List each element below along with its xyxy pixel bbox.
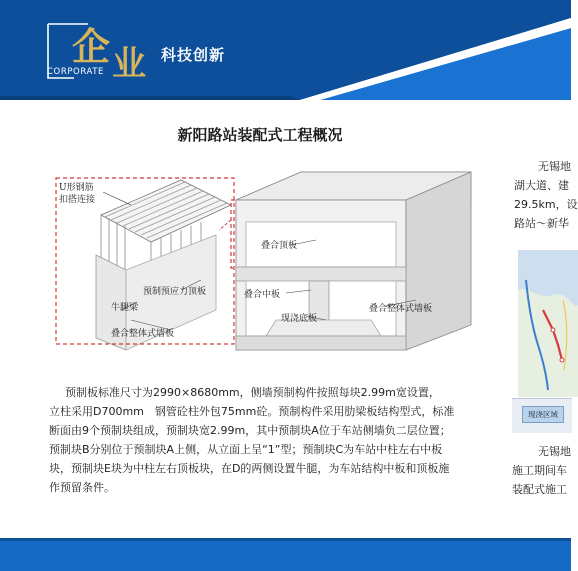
header-banner [0, 0, 571, 100]
right-line-6: 施工期间车 [512, 464, 567, 477]
right-line-3: 29.5km，设 [514, 198, 578, 211]
page-title: 新阳路站装配式工程概况 [177, 126, 343, 144]
right-line-4: 路站～新华 [514, 217, 569, 230]
station-structure-figure [41, 160, 471, 375]
logo-char-2: 业 [112, 44, 146, 84]
right-line-2: 湖大道、建 [514, 179, 569, 192]
header-subtitle: 科技创新 [161, 46, 226, 64]
station-box-drawing [236, 172, 471, 350]
para-line-1: 预制板标准尺寸为2990×8680mm，侧墙预制构件按照每块2.99m宽设置， [65, 386, 440, 399]
right-column [512, 0, 578, 571]
corporate-text: CORPORATE [47, 67, 105, 77]
label-bottom-slab: 现浇底板 [281, 314, 318, 324]
right-line-1: 无锡地 [538, 160, 571, 173]
para-line-3: 断面由9个预制块组成，预制块宽2.99m，其中预制块A位于车站侧墙负二层位置； [49, 424, 451, 437]
route-map-image [518, 250, 578, 397]
para-line-2: 立柱采用D700mm 钢管砼柱外包75mm砼。预制构件采用肋梁板结构型式，标准 [49, 405, 455, 418]
body-paragraph [49, 383, 475, 497]
para-line-6: 作预留条件。 [49, 481, 115, 494]
label-precast-top: 预制预应力顶板 [143, 287, 207, 297]
label-wall-right: 叠合整体式墙板 [369, 304, 433, 314]
legend-cast-in-place: 现浇区域 [522, 406, 564, 423]
footer-bar [0, 538, 571, 571]
map-legend [512, 398, 572, 433]
right-line-7: 装配式施工 [512, 483, 567, 496]
para-line-5: 块，预制块E块为中柱左右顶板块，在D的两侧设置牛腿，为车站结构中板和顶板施 [49, 462, 450, 475]
rebar-cage-drawing [96, 180, 231, 350]
label-u-rebar-2: 扣搭连接 [59, 195, 96, 205]
right-line-5: 无锡地 [538, 445, 571, 458]
label-wall-left: 叠合整体式墙板 [111, 329, 175, 339]
label-mid-slab: 叠合中板 [244, 290, 281, 300]
logo-char-1: 企 [72, 24, 111, 69]
label-composite-top: 叠合顶板 [261, 241, 298, 251]
label-u-rebar-1: U形钢筋 [59, 183, 94, 193]
para-line-4: 预制块B分别位于预制块A上侧，从立面上呈“1”型；预制块C为车站中柱左右中板 [49, 443, 443, 456]
label-corbel: 牛腿梁 [111, 303, 139, 313]
